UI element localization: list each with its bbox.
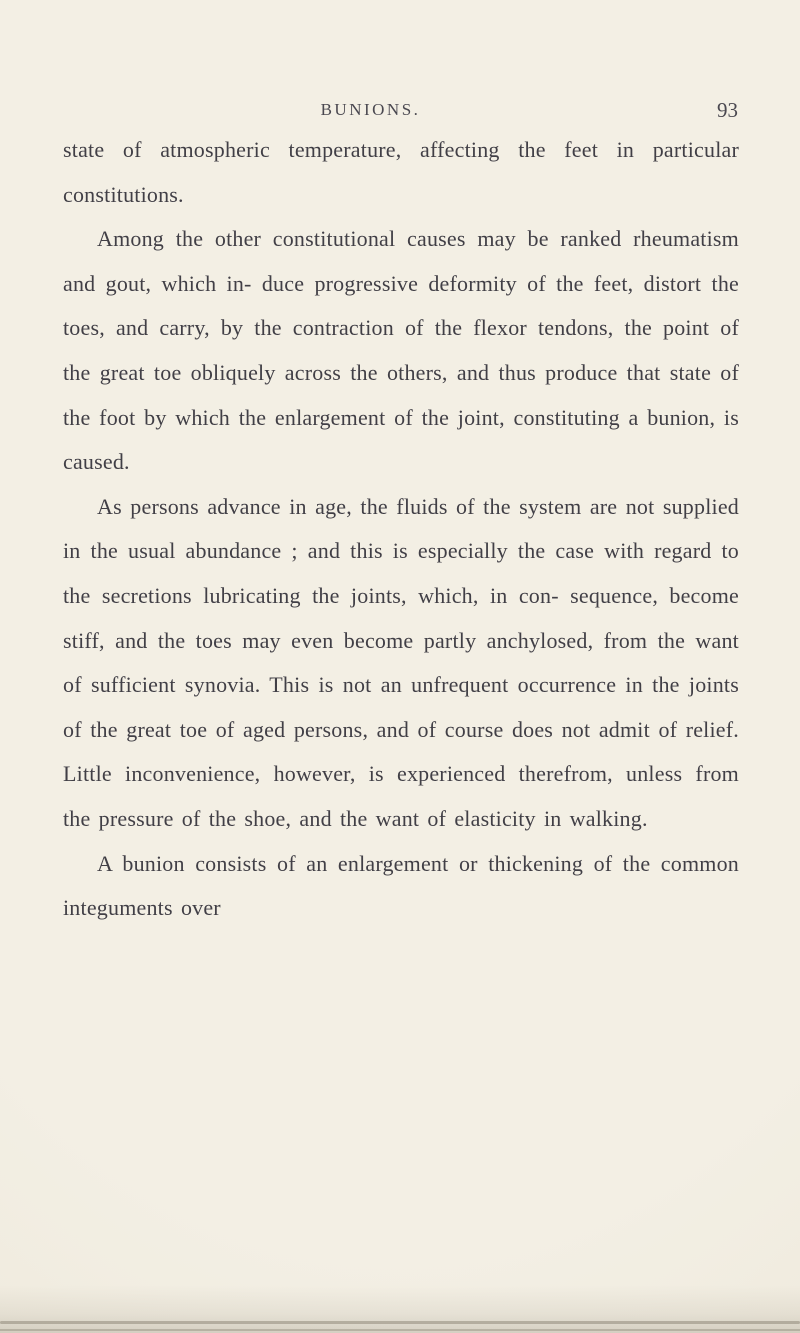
paragraph-continuation: state of atmospheric temperature, affecting the feet in particular constitutions. xyxy=(63,137,739,207)
page-edge-line xyxy=(0,1321,800,1324)
paragraph: A bunion consists of an enlargement or thickening of the common integuments over xyxy=(63,850,739,921)
page-header xyxy=(63,100,738,126)
page-edge-shadow xyxy=(0,1285,800,1333)
running-head: BUNIONS. xyxy=(320,100,421,119)
page-number: 93 xyxy=(717,98,738,122)
paragraph: As persons advance in age, the fluids of the system are not supplied in the usual abundance ; and this is especially the case with regard to the secretions lubricating the joints, which, in con- sequence, become stiff, and the toes may even become partly anchylosed, from the want of sufficient synovia. This is not an unfrequent occurrence in the joints of the great toe of aged persons, and of course does not admit of relief. Little inconvenience, however, is experienced therefrom, unless from the pressure of the shoe, and the want of elasticity in walking. xyxy=(63,493,739,831)
page-edge-line xyxy=(0,1329,800,1331)
paragraph: Among the other constitutional causes may be ranked rheumatism and gout, which in- duce progressive deformity of the feet, distort the toes, and carry, by the contraction of the flexor tendons, the point of the great toe obliquely across the others, and thus produce that state of the foot by which the enlargement of the joint, constituting a bunion, is caused. xyxy=(63,226,739,475)
page-body-text xyxy=(63,128,739,931)
